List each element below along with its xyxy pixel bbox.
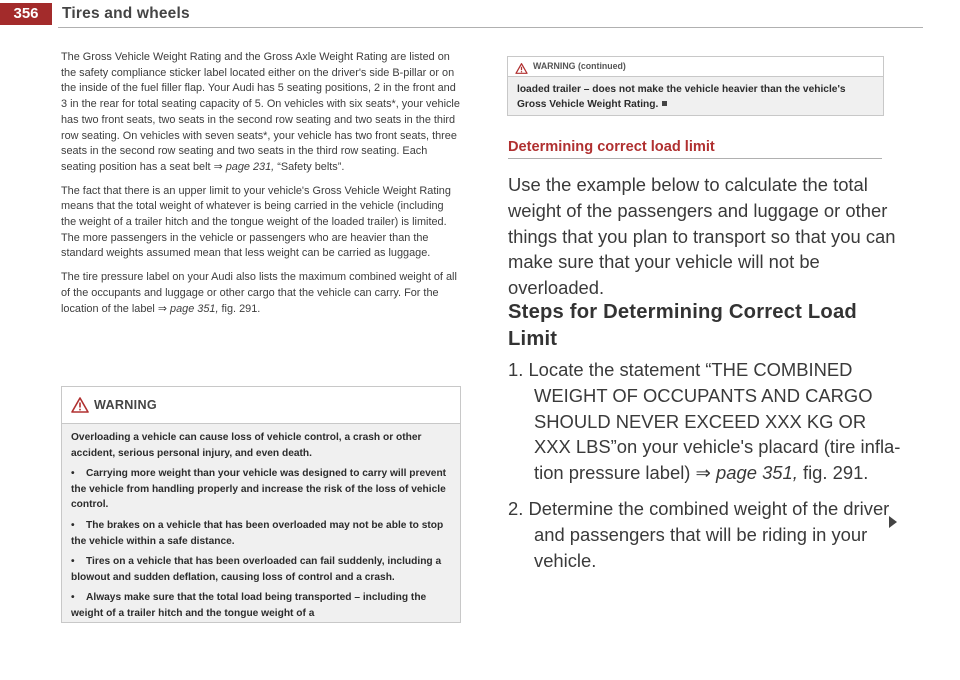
warning-bullet: • Always make sure that the total load being transported – including the weight of a trailer hitch and the tongue weight of a: [71, 592, 427, 619]
paragraph-gvwr: [61, 50, 461, 176]
paragraph-gvwr-tail: “Safety belts”.: [274, 160, 345, 173]
warning-box: [61, 386, 461, 623]
page-reference-link[interactable]: ⇒ page 351,: [695, 462, 798, 484]
section-divider: [508, 158, 882, 159]
page-header: [0, 0, 960, 30]
bullet-icon: •: [71, 468, 75, 480]
steps-list: [508, 357, 903, 583]
header-divider: [58, 27, 923, 28]
bullet-icon: •: [71, 592, 75, 604]
section-title: Determining correct load limit: [508, 139, 715, 155]
paragraph-upper-limit: The fact that there is an upper limit to your vehicle's Gross Vehicle Weight Rating means that the total weight of whatever is being carried in the vehicle (including the weight of a trailer hitch and the tongue weight of the loaded trailer) is limited. The more passengers in the vehicle or passengers who are heavier than the standard weights assumed mean that less weight can be carried as luggage.: [61, 184, 451, 260]
warning-header: [62, 387, 460, 424]
left-column: [61, 50, 461, 325]
page-number: 356: [0, 3, 52, 25]
warning-continued-label: WARNING (continued): [533, 61, 626, 71]
bullet-icon: •: [71, 556, 75, 568]
warning-continued-body: loaded trailer – does not make the vehicle heavier than the vehicle's Gross Vehicle Weight Rating.: [517, 84, 846, 110]
warning-triangle-icon: [515, 61, 528, 79]
warning-continued-header: [508, 57, 883, 77]
chapter-title: Tires and wheels: [62, 5, 190, 22]
paragraph-tire-label-tail: fig. 291.: [218, 302, 261, 315]
page-reference-link[interactable]: ⇒ page 351,: [157, 302, 219, 315]
paragraph-tire-label: [61, 270, 461, 317]
warning-bullet: • Carrying more weight than your vehicle was designed to carry will prevent the vehicle from handling properly and increase the risk of the loss of vehicle control.: [71, 468, 447, 511]
paragraph-gvwr-text: The Gross Vehicle Weight Rating and the Gross Axle Weight Rating are listed on the safety compliance sticker label located either on the driver's side B-pillar or on the inside of the fuel filler flap. Your Audi has 5 seating positions, 2 in the front and 3 in the rear for total seating capacity of 5. On vehicles with six seats*, your vehicle has two front seats, two seats in the second row seating and two seats in the third row seating. On vehicles with seven seats*, your vehicle has two front seats, three seats in the second row seating and two seats in the third row seating. Each seating position has a seat belt: [61, 51, 460, 173]
intro-paragraph: Use the example below to calculate the total weight of the passengers and luggage or other things that you plan to transport so that you can make sure that your vehicle will not be overloaded.: [508, 174, 896, 299]
paragraph-tire-label-text: The tire pressure label on your Audi also lists the maximum combined weight of all of the occupants and luggage or other cargo that the vehicle can carry. For the location of the label: [61, 271, 457, 315]
warning-intro: Overloading a vehicle can cause loss of vehicle control, a crash or other accident, serious personal injury, and even death.: [71, 432, 422, 459]
warning-bullet: • The brakes on a vehicle that has been overloaded may not be able to stop the vehicle within a safe distance.: [71, 519, 444, 547]
bullet-icon: •: [71, 519, 75, 531]
warning-label: WARNING: [94, 398, 157, 412]
warning-body: [71, 430, 455, 627]
page-reference-link[interactable]: ⇒ page 231,: [213, 160, 275, 173]
warning-bullet: • Tires on a vehicle that has been overloaded can fail suddenly, including a blowout and sudden deflation, causing loss of control and a crash.: [71, 556, 442, 583]
step-item: 1. Locate the statement “THE COMBINED WEIGHT OF OCCUPANTS AND CARGO SHOULD NEVER EXCEED XXX KG OR XXX LBS”on your vehicle's placard (tire infla-tion pressure label) ⇒ page 351, fig. 291.: [508, 359, 901, 484]
warning-triangle-icon: [71, 397, 89, 418]
step-item: 2. Determine the combined weight of the driver and passengers that will be riding in your vehicle.: [508, 497, 890, 571]
steps-heading: Steps for Determining Correct Load Limit: [508, 301, 857, 350]
warning-continued-box: [507, 56, 884, 116]
end-mark-icon: [662, 101, 667, 106]
continue-arrow-icon: [888, 515, 898, 534]
